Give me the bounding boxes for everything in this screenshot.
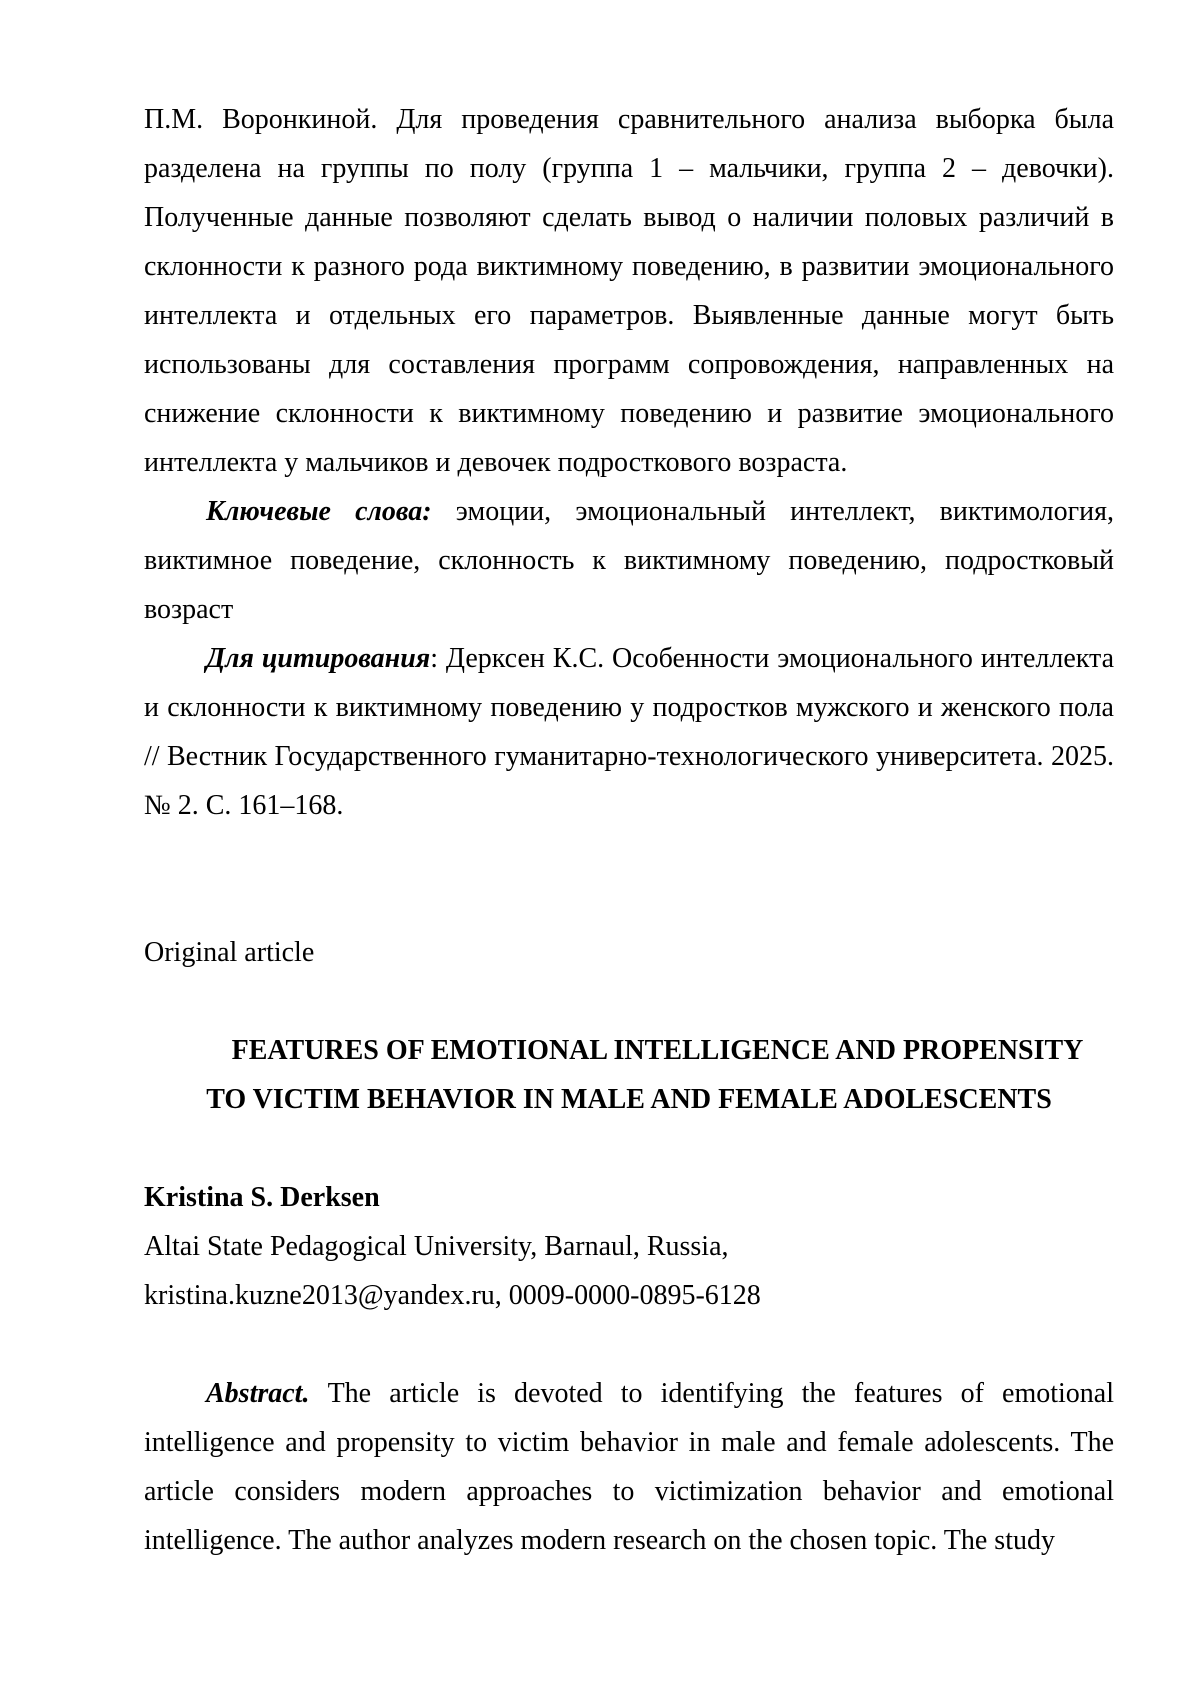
title-line-2: TO VICTIM BEHAVIOR IN MALE AND FEMALE ADOLESCENTS xyxy=(206,1084,1052,1115)
title-line-1: FEATURES OF EMOTIONAL INTELLIGENCE AND PROPENSITY xyxy=(231,1035,1084,1066)
title-gap xyxy=(144,977,1114,1026)
article-title xyxy=(144,1026,1114,1124)
keywords-paragraph xyxy=(144,487,1114,634)
keywords-text: эмоции, эмоциональный интеллект, виктимология, виктимное поведение, склонность к виктимному поведению, подростковый возраст xyxy=(144,496,1114,625)
article-type-label: Original article xyxy=(144,937,315,968)
author-affiliation: Altai State Pedagogical University, Barnaul, Russia, xyxy=(144,1231,729,1262)
author-name: Kristina S. Derksen xyxy=(144,1182,380,1213)
citation-text: : Дерксен К.С. Особенности эмоционального интеллекта и склонности к виктимному поведению у подростков мужского и женского пола // Вестник Государственного гуманитарно-технологического университета. 2025. № 2. С. 161–168. xyxy=(144,643,1115,821)
abstract-text: The article is devoted to identifying the features of emotional intelligence and propensity to victim behavior in male and female adolescents. The article considers modern approaches to victimization behavior and emotional intelligence. The author analyzes modern research on the chosen topic. The study xyxy=(144,1378,1114,1556)
author-contact: kristina.kuzne2013@yandex.ru, 0009-0000-0895-6128 xyxy=(144,1280,761,1311)
citation-paragraph xyxy=(144,634,1114,830)
author-gap xyxy=(144,1124,1114,1173)
abstract-paragraph xyxy=(144,1369,1114,1565)
abstract-gap xyxy=(144,1320,1114,1369)
keywords-label: Ключевые слова: xyxy=(206,496,456,527)
citation-label: Для цитирования xyxy=(206,643,431,674)
continued-paragraph: П.М. Воронкиной. Для проведения сравнительного анализа выборка была разделена на группы по полу (группа 1 – мальчики, группа 2 – девочки). Полученные данные позволяют сделать вывод о наличии половых различий в склонности к разного рода виктимному поведению, в развитии эмоционального интеллекта и отдельных его параметров. Выявленные данные могут быть использованы для составления программ сопровождения, направленных на снижение склонности к виктимному поведению и развитие эмоционального интеллекта у мальчиков и девочек подросткового возраста. xyxy=(144,104,1114,478)
section-gap xyxy=(144,830,1114,928)
abstract-label: Abstract. xyxy=(206,1378,328,1409)
